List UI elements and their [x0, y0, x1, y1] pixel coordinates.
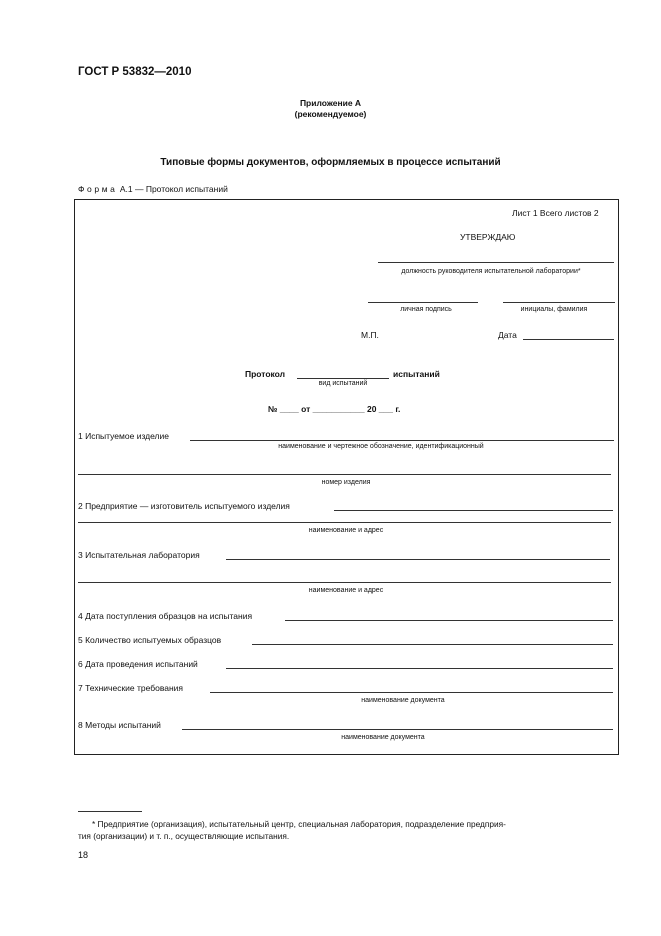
field-3-line: [226, 559, 610, 560]
caption-field-8: наименование документа: [341, 734, 425, 741]
date-label: Дата: [498, 330, 517, 340]
form-label-prefix: Форма: [78, 184, 118, 194]
field-2b-line: [78, 522, 611, 523]
caption-test-type: вид испытаний: [318, 380, 368, 387]
caption-field-2: наименование и адрес: [308, 527, 384, 534]
caption-name: инициалы, фамилия: [520, 306, 588, 313]
caption-field-7: наименование документа: [361, 697, 445, 704]
field-6-label: 6 Дата проведения испытаний: [78, 659, 198, 669]
field-7-line: [210, 692, 613, 693]
field-4-label: 4 Дата поступления образцов на испытания: [78, 611, 253, 621]
protocol-form-frame: [74, 199, 619, 755]
name-line: [503, 302, 615, 303]
field-1-line: [190, 440, 614, 441]
field-4-line: [285, 620, 613, 621]
protocol-word: Протокол: [245, 369, 286, 379]
position-line: [378, 262, 614, 263]
field-1-label: 1 Испытуемое изделие: [78, 431, 169, 441]
approve-label: УТВЕРЖДАЮ: [460, 232, 516, 242]
field-6-line: [226, 668, 613, 669]
caption-signature: личная подпись: [400, 306, 452, 313]
document-title: Типовые формы документов, оформляемых в процессе испытаний: [160, 157, 501, 168]
signature-line: [368, 302, 478, 303]
page-number: 18: [78, 850, 89, 860]
standard-code: ГОСТ Р 53832—2010: [78, 66, 192, 78]
number-date-line: № ____ от ___________ 20 ___ г.: [268, 404, 401, 414]
field-5-label: 5 Количество испытуемых образцов: [78, 635, 222, 645]
field-2-line: [334, 510, 613, 511]
field-3-label: 3 Испытательная лаборатория: [78, 550, 200, 560]
sheet-count: Лист 1 Всего листов 2: [512, 208, 599, 218]
protocol-type-line: [297, 378, 389, 379]
form-label: [78, 184, 228, 194]
caption-field-1: наименование и чертежное обозначение, идентификационный: [278, 443, 484, 450]
footnote-line-1: * Предприятие (организация), испытательный центр, специальная лаборатория, подразделение предприя-: [92, 819, 506, 829]
field-8-line: [182, 729, 613, 730]
field-7-label: 7 Технические требования: [78, 683, 184, 693]
caption-field-3: наименование и адрес: [308, 587, 384, 594]
footnote-separator: [78, 811, 142, 812]
form-label-text: А.1 — Протокол испытаний: [117, 184, 228, 194]
field-5-line: [252, 644, 613, 645]
protocol-suffix: испытаний: [393, 369, 440, 379]
field-1b-line: [78, 474, 611, 475]
stamp-label: М.П.: [361, 330, 379, 340]
footnote-line-2: тия (организации) и т. п., осуществляющие испытания.: [78, 831, 290, 841]
appendix-note: (рекомендуемое): [294, 109, 367, 119]
appendix-title: Приложение А: [299, 98, 362, 108]
caption-field-1b: номер изделия: [321, 479, 371, 486]
field-3b-line: [78, 582, 611, 583]
field-8-label: 8 Методы испытаний: [78, 720, 161, 730]
date-line: [523, 339, 614, 340]
field-2-label: 2 Предприятие — изготовитель испытуемого изделия: [78, 501, 290, 511]
caption-position: должность руководителя испытательной лаборатории*: [401, 268, 581, 275]
